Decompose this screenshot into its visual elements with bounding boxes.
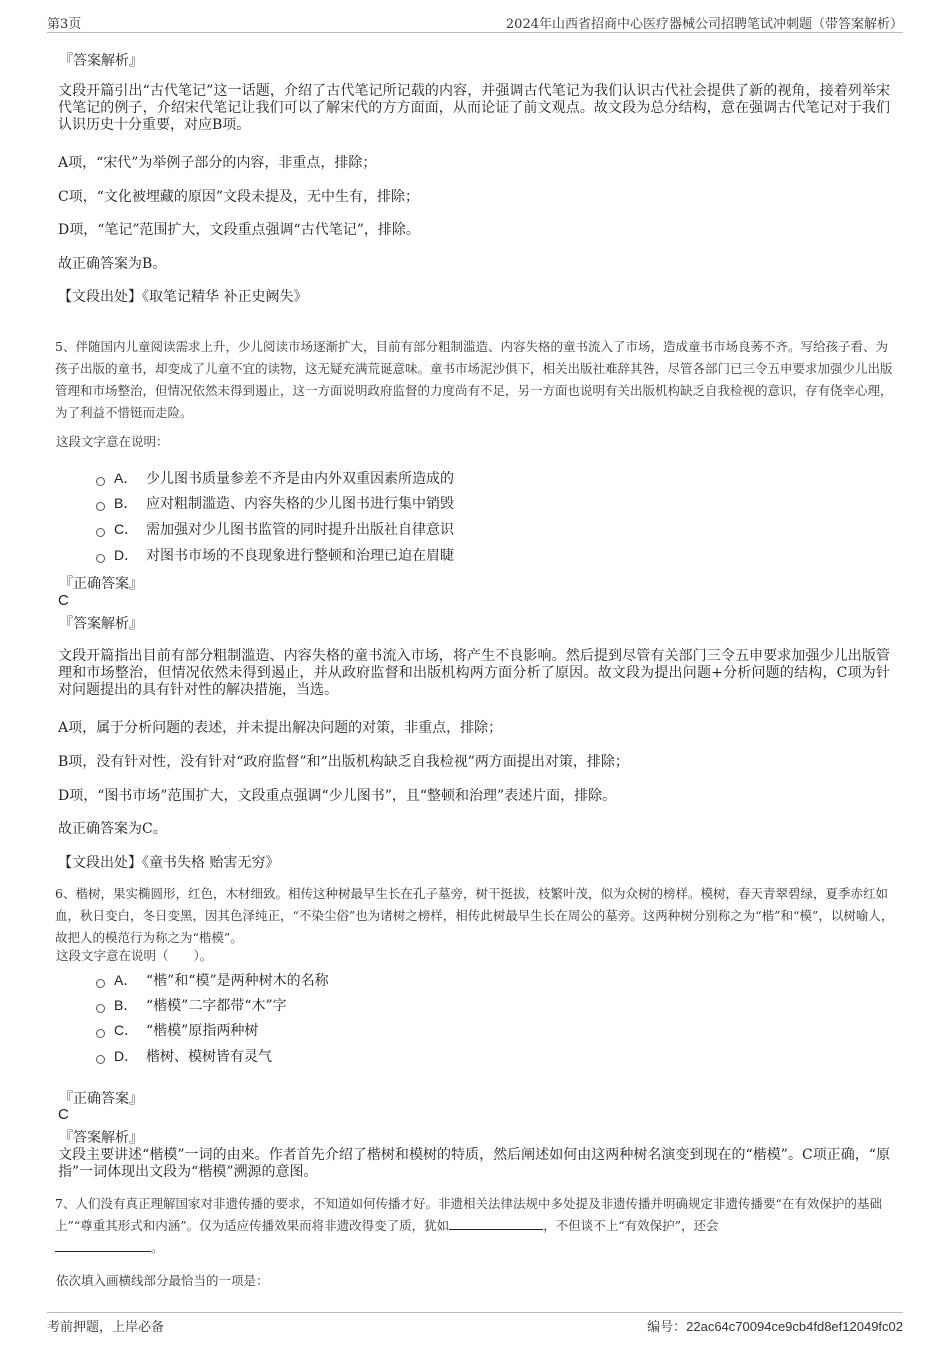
q5-option-a[interactable]: A． 少儿图书质量参差不齐是由内外双重因素所造成的: [96, 468, 454, 488]
q6-prompt: 这段文字意在说明（ ）。: [56, 948, 213, 963]
q6-answer: C: [58, 1106, 69, 1123]
radio-icon[interactable]: [96, 1029, 105, 1038]
q5-prompt: 这段文字意在说明：: [56, 434, 169, 449]
q5-source: 【文段出处】《童书失格 贻害无穷》: [58, 855, 280, 871]
q5-answer-label: 『正确答案』: [59, 576, 143, 592]
q7-stem: 7、人们没有真正理解国家对非遗传播的要求，不知道如何传播才好。非遗相关法律法规中多处提及非遗传播并明确规定非遗传播要“在有效保护的基础上”“尊重其形式和内涵”。仅为适应传播效果而将非遗改得变了质，犹如 ，不但谈不上“有效保护”，还会 。: [55, 1196, 882, 1255]
radio-icon[interactable]: [96, 528, 105, 537]
q5-item-a: A项，属于分析问题的表述，并未提出解决问题的对策，非重点，排除；: [58, 720, 503, 736]
q6-option-a[interactable]: A． “楷”和“模”是两种树木的名称: [96, 970, 329, 990]
q5-item-b: B项，没有针对性，没有针对“政府监督”和“出版机构缺乏自我检视”两方面提出对策，排除；: [58, 754, 629, 770]
document-code: 编号：22ac64c70094ce9cb4fd8ef12049fc02: [647, 1319, 903, 1335]
radio-icon[interactable]: [96, 1004, 105, 1013]
q5-answer: C: [58, 592, 69, 609]
q6-option-d[interactable]: D． 楷树、模树皆有灵气: [96, 1046, 272, 1066]
q6-option-b[interactable]: B． “楷模”二字都带“木”字: [96, 995, 287, 1015]
q5-option-c[interactable]: C． 需加强对少儿图书监管的同时提升出版社自律意识: [96, 519, 454, 539]
q7-prompt: 依次填入画横线部分最恰当的一项是：: [56, 1273, 269, 1288]
q5-item-d: D项，“图书市场”范围扩大，文段重点强调“少儿图书”，且“整顿和治理”表述片面，排除。: [58, 788, 617, 804]
q5-stem: 5、伴随国内儿童阅读需求上升，少儿阅读市场逐渐扩大，目前有部分粗制滥造、内容失格的童书流入了市场，造成童书市场良莠不齐。写给孩子看、为孩子出版的童书，却变成了儿童不宜的读物，这无疑充满荒诞意味。童书市场泥沙俱下，相关出版社难辞其咎，尽管各部门已三令五申要求加强少儿出版管理和市场整治，但情况依然未得到遏止，这一方面说明政府监督的力度尚有不足，另一方面也说明有关出版机构缺乏自我检视的意识，存有侥幸心理，为了利益不惜铤而走险。: [55, 339, 893, 420]
q5-option-b[interactable]: B． 应对粗制滥造、内容失格的少儿图书进行集中销毁: [96, 493, 454, 513]
document-title: 2024年山西省招商中心医疗器械公司招聘笔试冲刺题（带答案解析）: [505, 17, 903, 32]
q4-analysis-text: 文段开篇引出“古代笔记”这一话题，介绍了古代笔记所记载的内容，并强调古代笔记为我们认识古代社会提供了新的视角，接着列举宋代笔记的例子，介绍宋代笔记让我们可以了解宋代的方方面面，从而论证了前文观点。故文段为总分结构，意在强调古代笔记对于我们认识历史十分重要，对应B项。: [58, 83, 890, 133]
q5-option-d[interactable]: D． 对图书市场的不良现象进行整顿和治理已迫在眉睫: [96, 545, 454, 565]
q4-item-a: A项，“宋代”为举例子部分的内容，非重点，排除；: [58, 155, 377, 171]
fill-blank-2[interactable]: [55, 1239, 151, 1252]
q6-analysis-text: 文段主要讲述“楷模”一词的由来。作者首先介绍了楷树和模树的特质，然后阐述如何由这两种树名演变到现在的“楷模”。C项正确，“原指”一词体现出文段为“楷模”溯源的意图。: [58, 1147, 890, 1180]
q5-analysis-text: 文段开篇指出目前有部分粗制滥造、内容失格的童书流入市场，将产生不良影响。然后提到尽管有关部门三令五申要求加强少儿出版管理和市场整治，但情况依然未得到遏止，并从政府监督和出版机构两方面分析了原因。故文段为提出问题+分析问题的结构，C项为针对问题提出的具有针对性的解决措施，当选。: [58, 648, 890, 698]
radio-icon[interactable]: [96, 477, 105, 486]
fill-blank-1[interactable]: [449, 1217, 543, 1230]
q6-analysis-label: 『答案解析』: [59, 1130, 143, 1146]
page-number: 第3页: [47, 17, 82, 32]
q5-analysis-label: 『答案解析』: [59, 616, 143, 632]
q4-item-c: C项，“文化被埋藏的原因”文段未提及，无中生有，排除；: [58, 189, 420, 205]
q6-option-c[interactable]: C． “楷模”原指两种树: [96, 1020, 258, 1040]
q4-source: 【文段出处】《取笔记精华 补正史阙失》: [58, 289, 308, 305]
radio-icon[interactable]: [96, 502, 105, 511]
radio-icon[interactable]: [96, 554, 105, 563]
footer-slogan: 考前押题，上岸必备: [47, 1320, 165, 1335]
q5-conclusion: 故正确答案为C。: [58, 821, 167, 837]
page-footer: [47, 1312, 903, 1335]
radio-icon[interactable]: [96, 1055, 105, 1064]
q6-answer-label: 『正确答案』: [59, 1091, 143, 1107]
radio-icon[interactable]: [96, 979, 105, 988]
q4-item-d: D项，“笔记”范围扩大，文段重点强调“古代笔记”，排除。: [58, 222, 420, 238]
q4-conclusion: 故正确答案为B。: [58, 256, 167, 272]
page-header: [47, 12, 903, 33]
q4-analysis-label: 『答案解析』: [59, 53, 143, 69]
q6-stem: 6、楷树，果实椭圆形，红色，木材细致。相传这种树最早生长在孔子墓旁，树干挺拔，枝繁叶茂，似为众树的榜样。模树，春天青翠碧绿，夏季赤红如血，秋日变白，冬日变黑，因其色泽纯正，“不染尘俗”也为诸树之榜样，相传此树最早生长在周公的墓旁。这两种树分别称之为“楷”和“模”，以树喻人，故把人的模范行为称之为“楷模”。: [55, 886, 894, 945]
